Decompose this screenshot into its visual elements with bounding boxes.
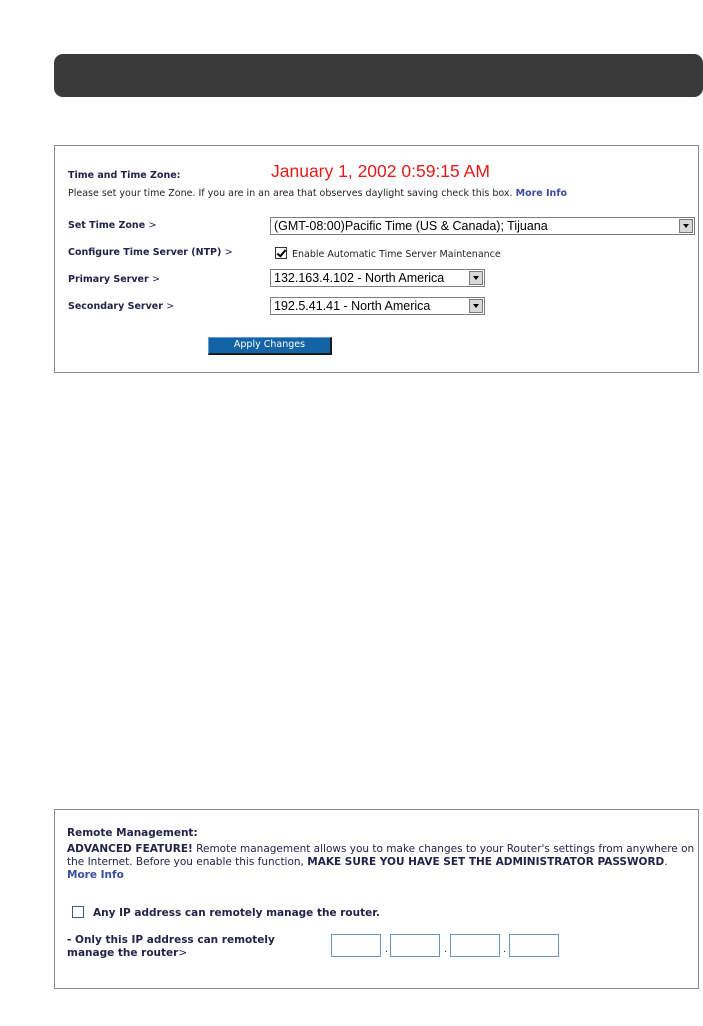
any-ip-label: Any IP address can remotely manage the router.: [93, 907, 380, 919]
primary-server-label: Primary Server >: [68, 274, 160, 285]
time-zone-title: Time and Time Zone:: [68, 170, 181, 181]
password-warning: MAKE SURE YOU HAVE SET THE ADMINISTRATOR PASSWORD: [307, 856, 665, 868]
remote-more-info-link[interactable]: More Info: [67, 869, 124, 881]
ip-octet-1-input[interactable]: [331, 934, 381, 957]
ip-separator: .: [385, 944, 389, 955]
set-time-zone-label: Set Time Zone >: [68, 220, 157, 231]
header-bar: [54, 54, 703, 97]
any-ip-checkbox[interactable]: [72, 906, 84, 918]
ip-octet-2-input[interactable]: [390, 934, 440, 957]
secondary-server-select[interactable]: [270, 297, 485, 315]
dropdown-arrow-icon[interactable]: [469, 299, 483, 313]
dropdown-arrow-icon[interactable]: [469, 271, 483, 285]
ip-separator: .: [503, 944, 507, 955]
secondary-server-value: 192.5.41.41 - North America: [274, 299, 431, 313]
ip-separator: .: [444, 944, 448, 955]
only-ip-label: - Only this IP address can remotely manage the router>: [67, 934, 275, 959]
ip-octet-3-input[interactable]: [450, 934, 500, 957]
remote-management-description: ADVANCED FEATURE! Remote management allows you to make changes to your Router's settings from anywhere on the Internet. Before you enable this function, MAKE SURE YOU HAVE SET THE ADMINISTRATOR PASSWORD. More Info: [67, 843, 695, 881]
remote-management-panel: [54, 809, 699, 989]
dropdown-arrow-icon[interactable]: [679, 219, 693, 233]
time-zone-select[interactable]: [270, 217, 695, 235]
advanced-feature-label: ADVANCED FEATURE!: [67, 843, 193, 855]
primary-server-value: 132.163.4.102 - North America: [274, 271, 445, 285]
current-time-display: January 1, 2002 0:59:15 AM: [271, 161, 490, 181]
apply-changes-button[interactable]: Apply Changes: [208, 337, 332, 355]
ntp-checkbox[interactable]: [275, 247, 287, 259]
ntp-checkbox-label: Enable Automatic Time Server Maintenance: [292, 249, 501, 260]
primary-server-select[interactable]: [270, 269, 485, 287]
configure-ntp-label: Configure Time Server (NTP) >: [68, 247, 233, 258]
time-more-info-link[interactable]: More Info: [515, 188, 567, 199]
time-zone-select-value: (GMT-08:00)Pacific Time (US & Canada); Tijuana: [274, 219, 548, 233]
ip-octet-4-input[interactable]: [509, 934, 559, 957]
time-zone-panel: [54, 145, 699, 373]
remote-management-title: Remote Management:: [67, 827, 198, 839]
time-zone-info: [68, 188, 567, 199]
secondary-server-label: Secondary Server >: [68, 301, 175, 312]
time-zone-info-text: Please set your time Zone. If you are in an area that observes daylight saving check this box.: [68, 188, 513, 199]
